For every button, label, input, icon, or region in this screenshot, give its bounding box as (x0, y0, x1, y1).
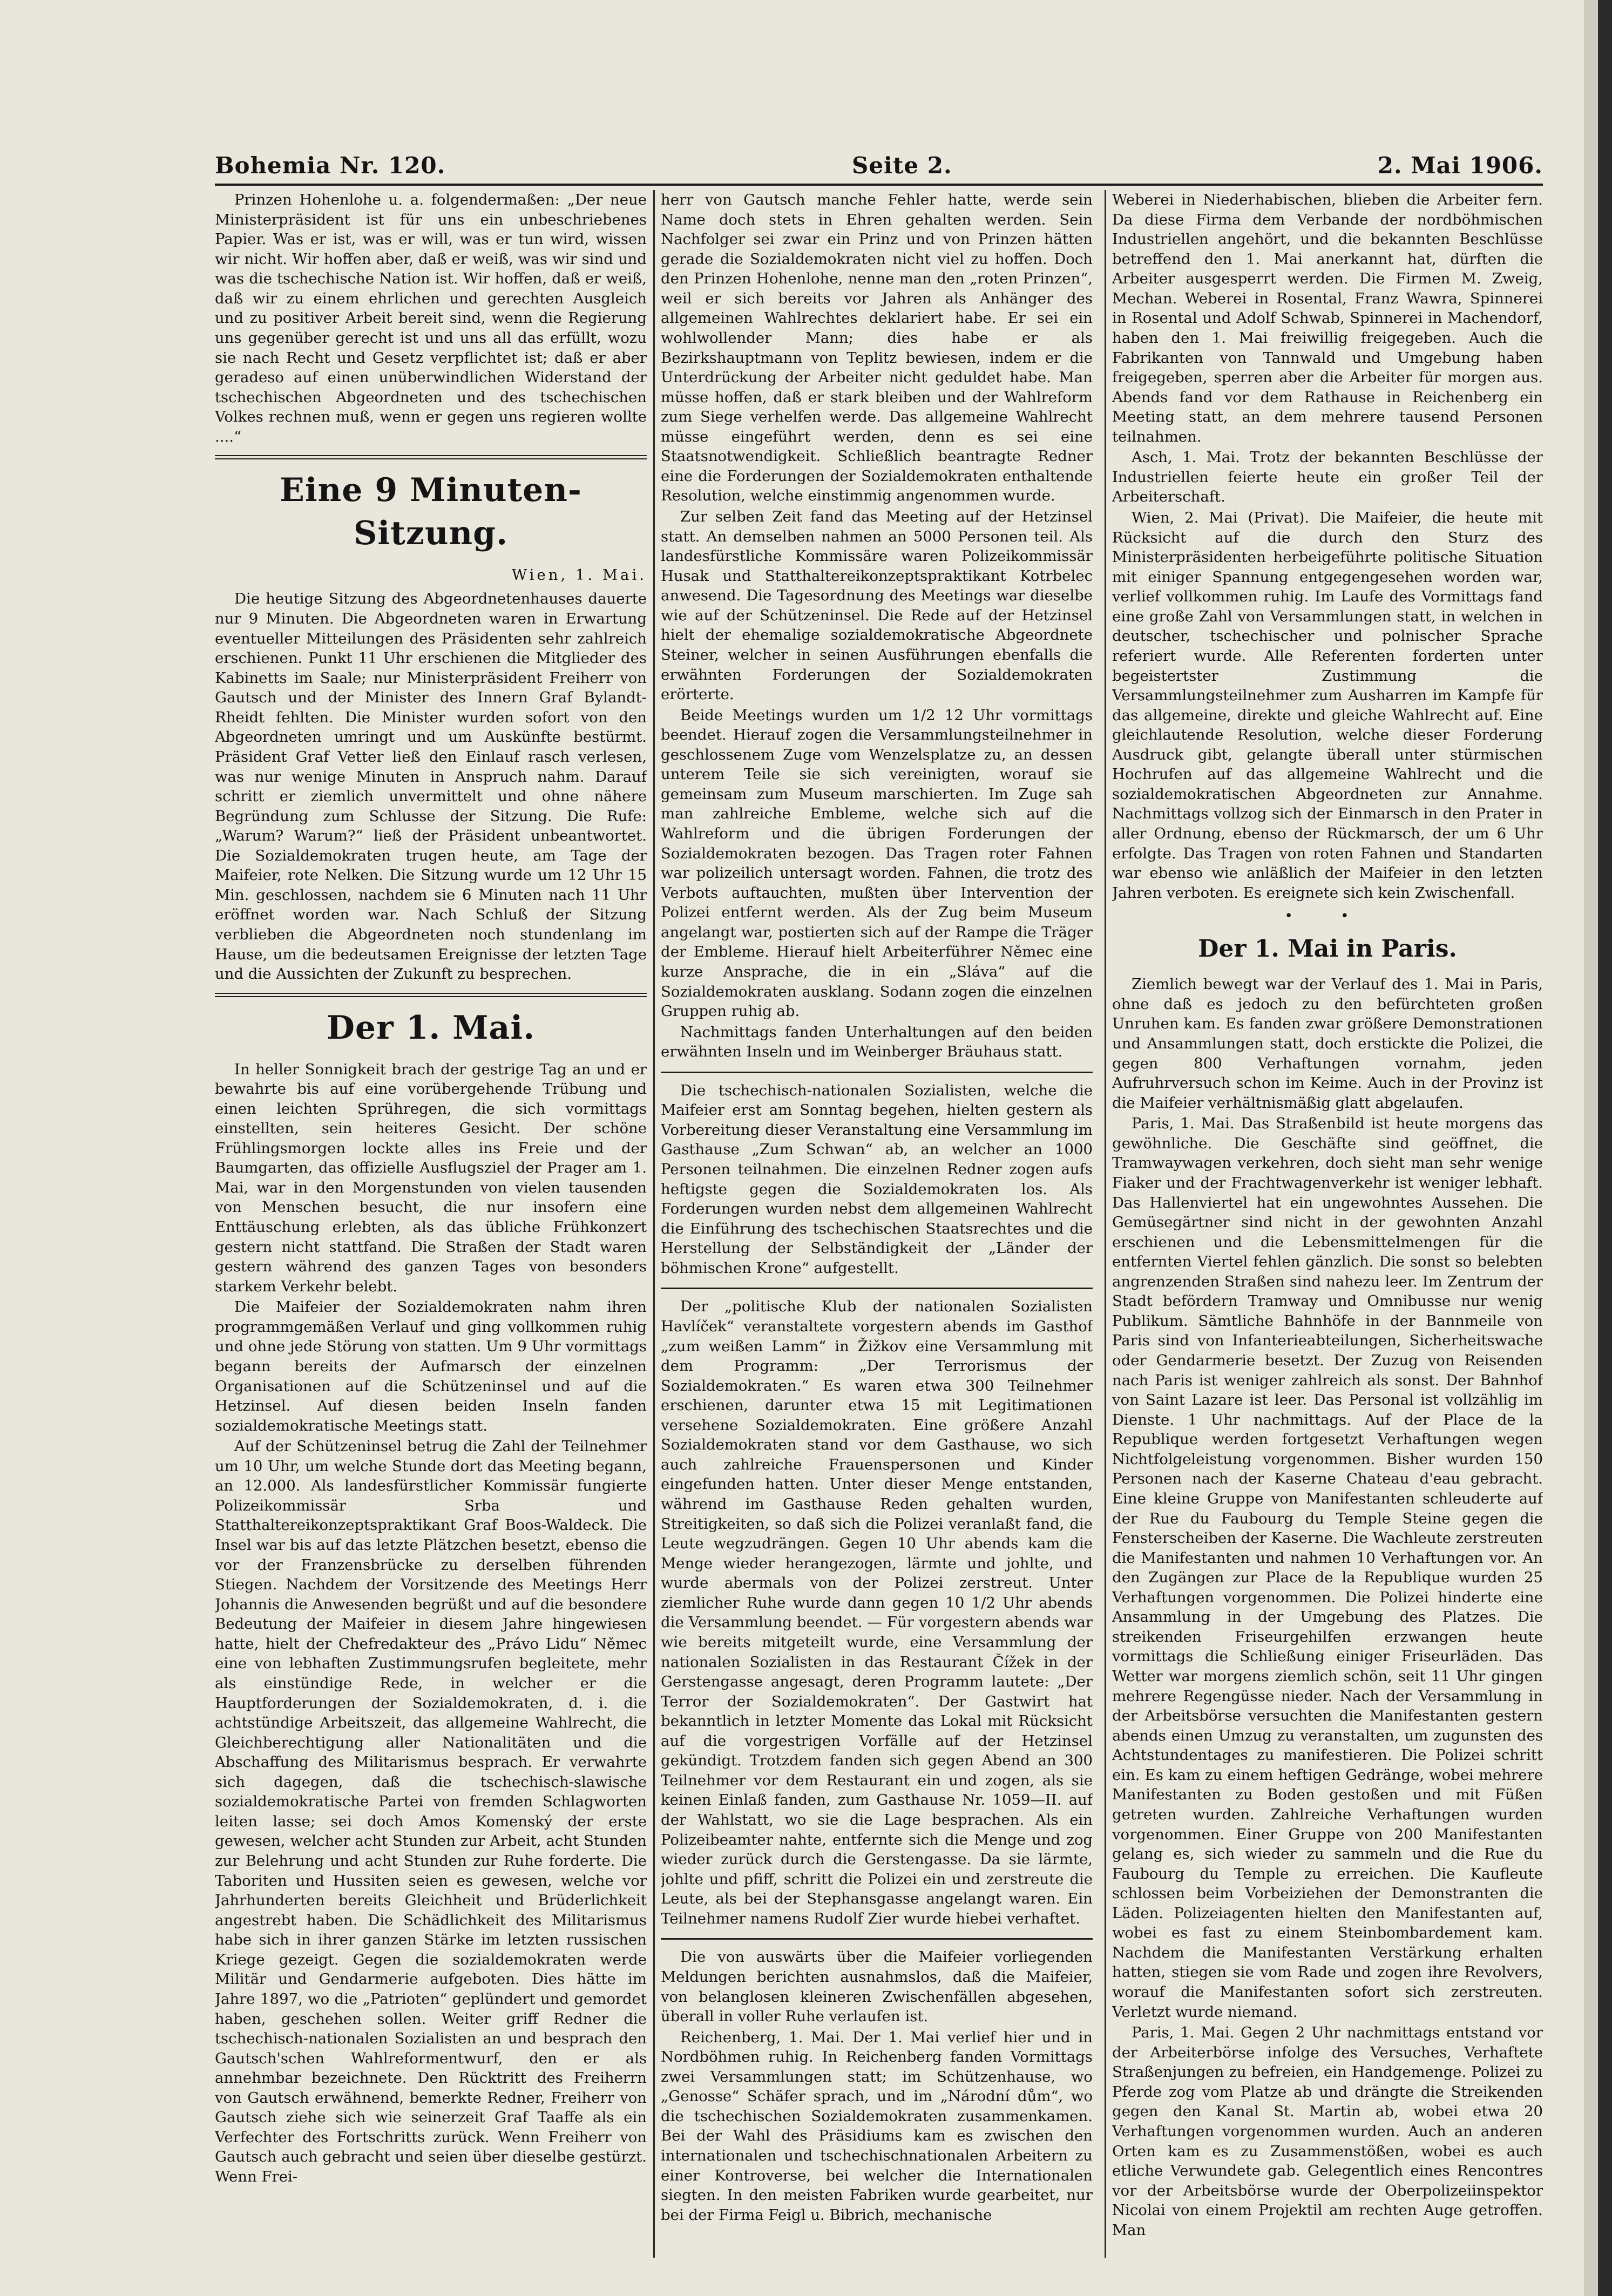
article-paragraph: Nachmittags fanden Unterhaltungen auf den beiden erwähnten Inseln und im Weinberger Bräuhaus statt. (661, 1023, 1093, 1061)
article-paragraph: Reichenberg, 1. Mai. Der 1. Mai verlief hier und in Nordböhmen ruhig. In Reichenberg fanden Vormittags zwei Versammlungen statt; im Schützenhause, wo „Genosse“ Schäfer sprach, und im „Národní dům“, wo die tschechischen Sozialdemokraten zusammenkamen. Bei der Wahl des Präsidiums kam es zwischen den internationalen und tschechischnationalen Arbeitern zu einer Kontroverse, bei welcher die Internationalen siegten. In den meisten Fabriken wurde gearbeitet, nur bei der Firma Feigl u. Bibrich, mechanische (661, 2028, 1093, 2224)
headline-sitzung: Eine 9 Minuten-Sitzung. (280, 471, 582, 553)
divider (661, 1288, 1093, 1289)
article-paragraph: In heller Sonnigkeit brach der gestrige Tag an und er bewahrte bis auf eine vorübergehende Trübung und einen leichten Sprühregen, die sich vormittags einstellten, sein heiteres Gesicht. Der schöne Frühlingsmorgen lockte alles ins Freie und der Baumgarten, das offizielle Ausflugsziel der Prager am 1. Mai, war in den Morgenstunden von vielen tausenden von Menschen besucht, die nur insofern eine Enttäuschung erlebten, als das übliche Frühkonzert gestern nicht stattfand. Die Straßen der Stadt waren gestern während des ganzen Tages von besonders starkem Verkehr belebt. (215, 1060, 647, 1295)
divider (661, 1938, 1093, 1940)
article-continuation: Prinzen Hohenlohe u. a. folgendermaßen: „Der neue Ministerpräsident ist für uns ein unbeschriebenes Papier. Was er ist, was er will, was er tun wird, wissen wir nicht. Wir hoffen aber, daß er weiß, was wir sind und was die tschechische Nation ist. Wir hoffen, daß er weiß, daß wir zu einem ehrlichen und gerechten Ausgleich und zu positiver Arbeit bereit sind, wenn die Regierung uns gegenüber gerecht ist und uns all das erfüllt, wozu sie nach Recht und Gesetz verpflichtet ist; daß er aber geradeso auf einen unüberwindlichen Widerstand der tschechischen Abgeordneten und des tschechischen Volkes rechnen muß, wenn er gegen uns regieren wollte ....“ (215, 191, 647, 445)
section-rule (215, 993, 647, 997)
article-continuation: Weberei in Niederhabischen, blieben die Arbeiter fern. Da diese Firma dem Verbande der nordböhmischen Industriellen angehört, und die bekannten Beschlüsse betreffend den 1. Mai anerkannt hat, dürften die Arbeiter ausgesperrt werden. Die Firmen M. Zweig, Mechan. Weberei in Rosental, Franz Wawra, Spinnerei in Rosental und Adolf Schwab, Spinnerei in Machendorf, haben den 1. Mai freiwillig freigegeben. Auch die Fabrikanten von Tannwald und Umgebung haben freigegeben, sperren aber die Arbeiter für morgen aus. Abends fand vor dem Rathause in Reichenberg ein Meeting statt, an dem mehrere tausend Personen teilnahmen. (1112, 191, 1543, 445)
article-paragraph: Paris, 1. Mai. Gegen 2 Uhr nachmittags entstand vor der Arbeiterbörse infolge des Versuches, Verhaftete Straßenjungen zu befreien, ein Handgemenge. Polizei zu Pferde zog vom Platze ab und drängte die Streikenden gegen den Kanal St. Martin ab, wobei etwa 20 Verhaftungen vorgenommen wurden. Auch an anderen Orten kam es zu Zusammenstößen, wobei es auch etliche Verwundete gab. Gelegentlich eines Rencontres vor der Arbeitsbörse wurde der Oberpolizeiinspektor Nicolai von einem Projektil am rechten Auge getroffen. Man (1112, 2024, 1543, 2239)
article-paragraph: Die heutige Sitzung des Abgeordnetenhauses dauerte nur 9 Minuten. Die Abgeordneten waren in Erwartung eventueller Mitteilungen des Präsidenten sehr zahlreich erschienen. Punkt 11 Uhr erschienen die Mitglieder des Kabinetts im Saale; nur Ministerpräsident Freiherr von Gautsch und der Minister des Innern Graf Bylandt-Rheidt fehlten. Die Minister wurden sofort von den Abgeordneten umringt und um Auskünfte bestürmt. Präsident Graf Vetter ließ den Einlauf rasch verlesen, was nur wenige Minuten in Anspruch nahm. Darauf schritt er ziemlich unvermittelt und ohne nähere Begründung zum Schlusse der Sitzung. Die Rufe: „Warum? Warum?“ ließ der Präsident unbeantwortet. Die Sozialdemokraten trugen heute, am Tage der Maifeier, rote Nelken. Die Sitzung wurde um 12 Uhr 15 Min. geschlossen, nachdem sie 6 Minuten nach 11 Uhr eröffnet worden war. Nach Schluß der Sitzung verblieben die Abgeordneten noch stundenlang im Hause, um die bedeutsamen Ereignisse der letzten Tage und die Aussichten der Zukunft zu besprechen. (215, 590, 647, 983)
column-divider (1105, 190, 1106, 2258)
issue-date: 2. Mai 1906. (1377, 152, 1543, 179)
article-paragraph: Asch, 1. Mai. Trotz der bekannten Beschlüsse der Industriellen feierte heute ein großer Teil der Arbeiterschaft. (1112, 449, 1543, 506)
section-ornament: • • (1284, 908, 1371, 925)
page-header (215, 152, 1543, 185)
article-paragraph: Die Maifeier der Sozialdemokraten nahm ihren programmgemäßen Verlauf und ging vollkommen ruhig und ohne jede Störung von statten. Um 9 Uhr vormittags begann bereits der Aufmarsch der einzelnen Organisationen auf die Schützeninsel und auf die Hetzinsel. Auf diesen beiden Inseln fanden sozialdemokratische Meetings statt. (215, 1298, 647, 1434)
headline-erster-mai: Der 1. Mai. (326, 1008, 536, 1047)
article-continuation: herr von Gautsch manche Fehler hatte, werde sein Name doch stets in Ehren gehalten werden. Sein Nachfolger sei zwar ein Prinz und von Prinzen hätten gerade die Sozialdemokraten nicht viel zu hoffen. Doch den Prinzen Hohenlohe, nenne man den „roten Prinzen“, weil er sich bereits vor Jahren als Anhänger des allgemeinen Wahlrechtes deklariert habe. Er sei ein wohlwollender Mann; dies habe er als Bezirkshauptmann von Teplitz bewiesen, indem er die Unterdrückung der Arbeiter nicht geduldet habe. Man müsse hoffen, daß er stark bleiben und der Wahlreform zum Siege verhelfen werde. Das allgemeine Wahlrecht müsse eingeführt werden, denn es sei eine Staatsnotwendigkeit. Schließlich beantragte Redner eine die Forderungen der Sozialdemokraten enthaltende Resolution, welche einstimmig angenommen wurde. (661, 191, 1093, 505)
column-2 (661, 190, 1093, 2268)
column-1 (215, 190, 647, 2268)
article-paragraph: Auf der Schützeninsel betrug die Zahl der Teilnehmer um 10 Uhr, um welche Stunde dort das Meeting begann, an 12.000. Als landesfürstlicher Kommissär fungierte Polizeikommissär Srba und Statthaltereikonzeptspraktikant Graf Boos-Waldeck. Die Insel war bis auf das letzte Plätzchen besetzt, ebenso die vor der Franzensbrücke zu derselben führenden Stiegen. Nachdem der Vorsitzende des Meetings Herr Johannis die Anwesenden begrüßt und auf die besondere Bedeutung der Maifeier in diesem Jahre hingewiesen hatte, hielt der Chefredakteur des „Právo Lidu“ Němec eine von lebhaften Zustimmungsrufen begleitete, mehr als einstündige Rede, in welcher er die Hauptforderungen der Sozialdemokraten, d. i. die achtstündige Arbeitszeit, das allgemeine Wahlrecht, die Gleichberechtigung aller Nationalitäten und die Abschaffung des Militarismus besprach. Er verwahrte sich dagegen, daß die tschechisch-slawische sozialdemokratische Partei von fremden Schlagworten leiten lasse; sei doch Amos Komenský der erste gewesen, welcher acht Stunden zur Arbeit, acht Stunden zur Belehrung und acht Stunden zur Ruhe forderte. Die Taboriten und Hussiten seien es gewesen, welche vor Jahrhunderten bereits Gleichheit und Brüderlichkeit angestrebt haben. Die Schädlichkeit des Militarismus habe sich in ihrer ganzen Stärke im letzten russischen Kriege gezeigt. Gegen die sozialdemokraten werde Militär und Gendarmerie aufgeboten. Dies hätte im Jahre 1897, wo die „Patrioten“ geplündert und gemordet haben, geschehen sollen. Weiter griff Redner die tschechisch-nationalen Sozialisten an und besprach den Gautsch'schen Wahlreformentwurf, den er als annehmbar bezeichnete. Den Rücktritt des Freiherrn von Gautsch erwähnend, bemerkte Redner, Freiherr von Gautsch ziehe sich wie seinerzeit Graf Taaffe als ein Verfechter des Fortschritts zurück. Wenn Freiherr von Gautsch auch gebracht und seien über dieselbe gestürzt. Wenn Frei- (215, 1438, 647, 2186)
article-paragraph: Ziemlich bewegt war der Verlauf des 1. Mai in Paris, ohne daß es jedoch zu den befürchteten großen Unruhen kam. Es fanden zwar größere Demonstrationen und Ansammlungen statt, doch erstickte die Polizei, die gegen 800 Verhaftungen vornahm, jeden Aufruhrversuch schon im Keime. Auch in der Provinz ist die Maifeier verhältnismäßig glatt abgelaufen. (1112, 976, 1543, 1112)
page-number: Seite 2. (852, 152, 952, 179)
article-paragraph: Wien, 2. Mai (Privat). Die Maifeier, die heute mit Rücksicht auf die durch den Sturz des Ministerpräsidenten herbeigeführte politische Situation mit einiger Spannung entgegengesehen worden war, verlief vollkommen ruhig. Im Laufe des Vormittags fand eine große Zahl von Versammlungen statt, in welchen in deutscher, tschechischer und polnischer Sprache referiert wurde. Alle Referenten forderten unter begeistertster Zustimmung die Versammlungsteilnehmer zum Ausharren im Kampfe für das allgemeine, direkte und gleiche Wahlrecht auf. Eine gleichlautende Resolution, welche dieser Forderung Ausdruck gibt, gelangte überall unter stürmischen Hochrufen auf das allgemeine Wahlrecht und die sozialdemokratischen Abgeordneten zur Annahme. Nachmittags vollzog sich der Einmarsch in den Prater in aller Ordnung, ebenso der Rückmarsch, der um 6 Uhr erfolgte. Das Tragen von roten Fahnen und Standarten war ebenso wie anläßlich der Maifeier in den letzten Jahren verboten. Es ereignete sich kein Zwischenfall. (1112, 509, 1543, 902)
divider (661, 1072, 1093, 1073)
article-paragraph: Zur selben Zeit fand das Meeting auf der Hetzinsel statt. An demselben nahmen an 5000 Personen teil. Als landesfürstliche Kommissäre waren Polizeikommissär Husak und Statthaltereikonzeptspraktikant Kotrbelec anwesend. Die Tagesordnung des Meetings war dieselbe wie auf der Schützeninsel. Die Rede auf der Hetzinsel hielt der ehemalige sozialdemokratische Abgeordnete Steiner, welcher in seinen Ausführungen ebenfalls die erwähnten Forderungen der Sozialdemokraten erörterte. (661, 508, 1093, 703)
section-rule (215, 455, 647, 459)
article-paragraph: Die tschechisch-nationalen Sozialisten, welche die Maifeier erst am Sonntag begehen, hielten gestern als Vorbereitung dieser Veranstaltung eine Versammlung im Gasthause „Zum Schwan“ ab, an welcher an 1000 Personen teilnahmen. Die einzelnen Redner zogen aufs heftigste gegen die Sozialdemokraten los. Als Forderungen wurden nebst dem allgemeinen Wahlrecht die Einführung des tschechischen Staatsrechtes und die Herstellung der Selbständigkeit der „Länder der böhmischen Krone“ aufgestellt. (661, 1081, 1093, 1277)
masthead-issue: Bohemia Nr. 120. (215, 152, 446, 179)
dateline: Wien, 1. Mai. (511, 566, 647, 584)
article-paragraph: Die von auswärts über die Maifeier vorliegenden Meldungen berichten ausnahmslos, daß die Maifeier, von belanglosen kleineren Zwischenfällen abgesehen, überall in voller Ruhe verlaufen ist. (661, 1948, 1093, 2026)
scan-edge (1584, 0, 1598, 2296)
headline-paris: Der 1. Mai in Paris. (1198, 934, 1457, 963)
article-paragraph: Paris, 1. Mai. Das Straßenbild ist heute morgens das gewöhnliche. Die Geschäfte sind geöffnet, die Tramwaywagen verkehren, doch sieht man sehr wenige Fiaker und der Frachtwagenverkehr ist weniger lebhaft. Das Hallenviertel hat ein ungewohntes Aussehen. Die Gemüsegärtner sind nicht in der gewohnten Anzahl erschienen und die Lebensmittelmengen für die entfernten Viertel fehlen gänzlich. Die sonst so belebten angrenzenden Straßen sind nahezu leer. Im Zentrum der Stadt befördern Tramway und Omnibusse nur wenig Publikum. Sämtliche Bahnhöfe in der Bannmeile von Paris sind von Infanterieabteilungen, Sicherheitswache oder Gendarmerie besetzt. Der Zuzug von Reisenden nach Paris ist weniger zahlreich als sonst. Der Bahnhof von Saint Lazare ist leer. Das Personal ist vollzählig im Dienste. 1 Uhr nachmittags. Auf der Place de la Republique werden fortgesetzt Verhaftungen wegen Nichtfolgeleistung vorgenommen. Bisher wurden 150 Personen nach der Kaserne Chateau d'eau gebracht. Eine kleine Gruppe von Manifestanten schleuderte auf der Rue du Faubourg du Temple Steine gegen die Fensterscheiben der Kaserne. Die Wachleute zerstreuten die Manifestanten und nahmen 10 Verhaftungen vor. An den Zugängen zur Place de la Republique wurden 25 Verhaftungen vorgenommen. Die Polizei hinderte eine Ansammlung in der Umgebung des Platzes. Die streikenden Friseurgehilfen erzwangen heute vormittags die Schließung einiger Friseurläden. Das Wetter war morgens ziemlich schön, seit 11 Uhr gingen mehrere Regengüsse nieder. Nach der Versammlung in der Arbeitsbörse versuchten die Manifestanten gestern abends einen Umzug zu veranstalten, um zugunsten des Achtstundentages zu manifestieren. Die Polizei schritt ein. Es kam zu einem heftigen Gedränge, wobei mehrere Manifestanten zu Boden gestoßen und mit Füßen getreten wurden. Zahlreiche Verhaftungen wurden vorgenommen. Einer Gruppe von 200 Manifestanten gelang es, sich wieder zu sammeln und die Rue du Faubourg du Temple zu erreichen. Die Kaufleute schlossen beim Vorbeiziehen der Demonstranten die Läden. Polizeiagenten hielten den Manifestanten auf, wobei es fast zu einem Steinbombardement kam. Nachdem die Manifestanten Verstärkung erhalten hatten, stiegen sie vom Rade und zogen ihre Revolvers, worauf die Manifestanten sofort sich zerstreuten. Verletzt wurde niemand. (1112, 1115, 1543, 2021)
column-3 (1112, 190, 1543, 2268)
article-paragraph: Der „politische Klub der nationalen Sozialisten Havlíček“ veranstaltete vorgestern abends im Gasthof „zum weißen Lamm“ in Žižkov eine Versammlung mit dem Programm: „Der Terrorismus der Sozialdemokraten.“ Es waren etwa 300 Teilnehmer erschienen, darunter etwa 15 mit Legitimationen versehene Sozialdemokraten. Eine größere Anzahl Sozialdemokraten stand vor dem Gasthause, wo sich auch zahlreiche Frauenspersonen und Kinder eingefunden hatten. Unter dieser Menge entstanden, während im Gasthause Reden gehalten wurden, Streitigkeiten, so daß sich die Polizei veranlaßt fand, die Leute wegzudrängen. Gegen 10 Uhr abends kam die Menge wieder herangezogen, lärmte und johlte, und wurde abermals von der Polizei zerstreut. Unter ziemlicher Ruhe wurde dann gegen 10 1/2 Uhr abends die Versammlung beendet. — Für vorgestern abends war wie bereits mitgeteilt wurde, eine Versammlung der nationalen Sozialisten in das Restaurant Čížek in der Gerstengasse angesagt, deren Programm lautete: „Der Terror der Sozialdemokraten“. Der Gastwirt hat bekanntlich in letzter Momente das Lokal mit Rücksicht auf die vorgestrigen Vorfälle auf der Hetzinsel gekündigt. Trotzdem fanden sich gegen Abend an 300 Teilnehmer vor dem Restaurant ein und zogen, als sie keinen Einlaß fanden, zum Gasthause Nr. 1059—II. auf der Wahlstatt, wo sie die Lage besprachen. Als ein Polizeibeamter nahte, entfernte sich die Menge und zog wieder zurück durch die Gerstengasse. Da sie lärmte, johlte und pfiff, schritt die Polizei ein und zerstreute die Leute, als bei der Stephansgasse angelangt waren. Ein Teilnehmer namens Rudolf Zier wurde hiebei verhaftet. (661, 1298, 1093, 1927)
header-rule (215, 184, 1543, 186)
article-paragraph: Beide Meetings wurden um 1/2 12 Uhr vormittags beendet. Hierauf zogen die Versammlungsteilnehmer in geschlossenem Zuge vom Wenzelsplatze zu, an dessen unterem Teile sie sich vereinigten, worauf sie gemeinsam zum Museum marschierten. Im Zuge sah man zahlreiche Embleme, welche sich auf die Wahlreform und die übrigen Forderungen der Sozialdemokraten bezogen. Das Tragen roter Fahnen war polizeilich untersagt worden. Fahnen, die trotz des Verbots auftauchten, mußten über Intervention der Polizei entfernt werden. Als der Zug beim Museum angelangt war, postierten sich auf der Rampe die Träger der Embleme. Hierauf hielt Arbeiterführer Němec eine kurze Ansprache, die in ein „Sláva“ auf die Sozialdemokraten ausklang. Sodann zogen die einzelnen Gruppen ruhig ab. (661, 706, 1093, 1020)
column-divider (653, 190, 655, 2258)
